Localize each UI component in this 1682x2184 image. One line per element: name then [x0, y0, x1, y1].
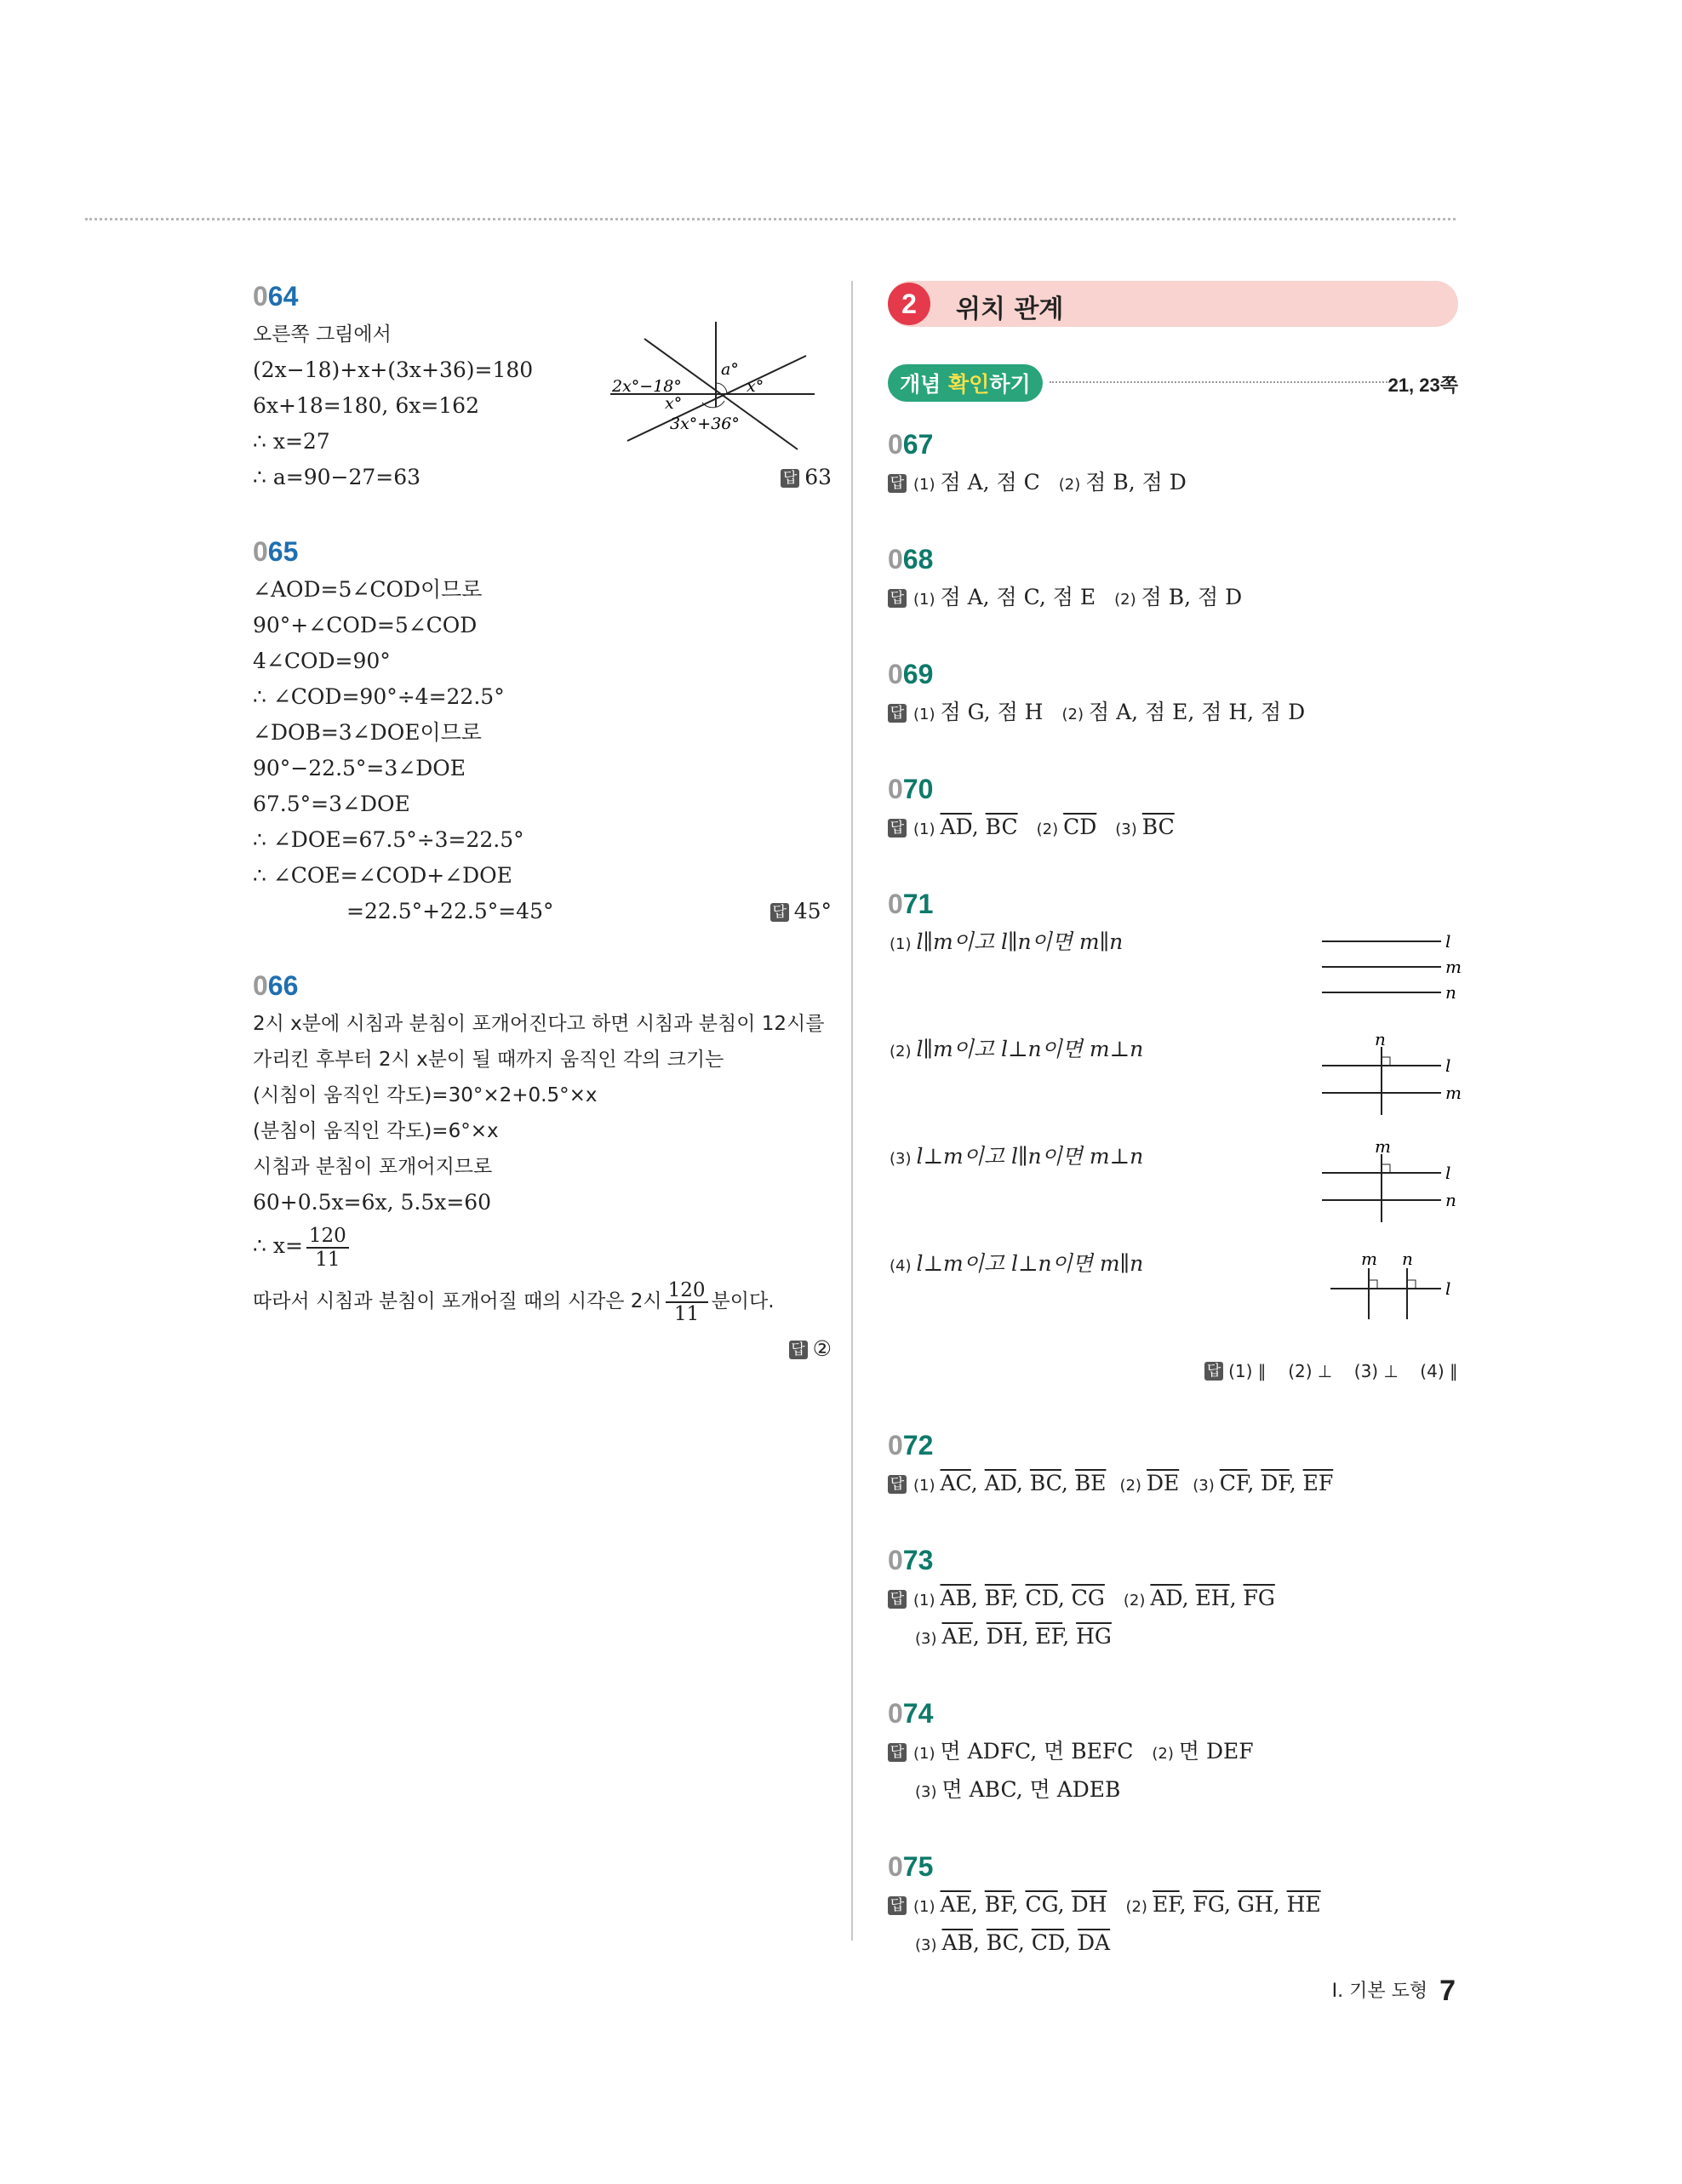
solution-text: ∴ x=: [253, 1233, 303, 1258]
answer-line: 답 (1) $\overline{AD}$, $\overline{BC}$ (2) $\overline{CD}$ (3) $\overline{BC}$: [888, 809, 1458, 848]
page-footer: [1332, 1975, 1456, 2008]
answer-badge: 답: [781, 469, 799, 488]
solution-line: [253, 1272, 832, 1331]
problem-068: [888, 542, 1458, 618]
svg-text:m: m: [1361, 1249, 1377, 1269]
problem-number: 069: [888, 659, 934, 689]
problem-number: 072: [888, 1430, 934, 1461]
problem-066: [253, 969, 832, 1367]
dotted-leader: [1050, 381, 1390, 383]
label-2x-18: 2x°−18°: [612, 377, 682, 396]
problem-number: 070: [888, 774, 934, 804]
problem-number: 065: [253, 536, 299, 567]
svg-text:n: n: [1402, 1249, 1413, 1269]
svg-text:n: n: [1445, 1190, 1456, 1210]
answer-badge: 답: [888, 589, 907, 608]
section-title: 위치 관계: [956, 294, 1064, 324]
solution-text: =22.5°+22.5°=45°: [346, 899, 554, 923]
answer-line: [253, 1331, 832, 1367]
parallel-lines-figure: [1322, 924, 1467, 1001]
answer-line: 답 (1) $\overline{AE}$, $\overline{BF}$, $\overline{CG}$, $\overline{DH}$ (2) $\overline{EF}$, $\overline{FG}$, $\overline{GH}$, $\overline{HE}$: [888, 1887, 1458, 1925]
two-perpendiculars-figure: [1322, 1246, 1467, 1331]
solution-line: ∠AOD=5∠COD이므로: [253, 577, 483, 602]
statement-row: [888, 1246, 1458, 1353]
problem-064: [253, 279, 832, 495]
answer-badge: 답: [888, 1590, 907, 1609]
answer-badge: 답: [888, 474, 907, 493]
answer-line: (3) $\overline{AE}$, $\overline{DH}$, $\overline{EF}$, $\overline{HG}$: [915, 1624, 1112, 1649]
solution-line: ∴ ∠COE=∠COD+∠DOE: [253, 863, 512, 888]
problem-075: [888, 1850, 1458, 1964]
answer-value: 45°: [793, 899, 832, 923]
answer-badge: 답: [789, 1341, 808, 1359]
label-x-left: x°: [665, 394, 683, 413]
answer-line: (3) $\overline{AB}$, $\overline{BC}$, $\overline{CD}$, $\overline{DA}$: [915, 1930, 1111, 1955]
answer-line: 답 (1) $\overline{AB}$, $\overline{BF}$, $\overline{CD}$, $\overline{CG}$ (2) $\overline{AD}$, $\overline{EH}$, $\overline{FG}$: [888, 1581, 1458, 1619]
problem-074: [888, 1696, 1458, 1810]
solution-line: 60+0.5x=6x, 5.5x=60: [253, 1190, 492, 1215]
answer-line: 답 (1) 점 A, 점 C (2) 점 B, 점 D: [888, 465, 1458, 503]
svg-text:l: l: [1445, 1278, 1451, 1299]
problem-065: [253, 535, 832, 929]
solution-line: 67.5°=3∠DOE: [253, 792, 410, 816]
solution-line: (시침이 움직인 각도)=30°×2+0.5°×x: [253, 1084, 598, 1106]
solution-line: 2시 x분에 시침과 분침이 포개어진다고 하면 시침과 분침이 12시를: [253, 1013, 825, 1035]
statement-row: [888, 924, 1462, 1032]
answer-line: [888, 1353, 1458, 1389]
solution-text: 따라서 시침과 분침이 포개어질 때의 시각은 2시: [253, 1290, 662, 1312]
solution-line: 시침과 분침이 포개어지므로: [253, 1156, 493, 1178]
problem-number: 074: [888, 1698, 934, 1729]
problem-069: [888, 657, 1458, 733]
svg-text:n: n: [1375, 1032, 1386, 1049]
statement-text: (3) l⊥m이고 l∥n이면 m⊥n: [890, 1144, 1144, 1169]
answer-line: [770, 894, 832, 929]
solution-line: ∠DOB=3∠DOE이므로: [253, 720, 482, 745]
solution-line: 가리킨 후부터 2시 x분이 될 때까지 움직인 각의 크기는: [253, 1049, 724, 1071]
answer-badge: 답: [888, 1896, 907, 1915]
label-a: a°: [721, 360, 739, 379]
solution-line: 90°−22.5°=3∠DOE: [253, 756, 466, 780]
problem-number: 067: [888, 429, 934, 460]
chapter-label: I. 기본 도형: [1331, 1981, 1428, 2002]
solution-line: 오른쪽 그림에서: [253, 323, 392, 346]
solution-line: (2x−18)+x+(3x+36)=180: [253, 357, 534, 382]
answer-value: ②: [812, 1336, 832, 1361]
section-header: [888, 281, 1458, 327]
perpendicular-figure: [1322, 1139, 1467, 1224]
statement-row: [888, 1139, 1458, 1246]
answer-badge: 답: [888, 1475, 907, 1494]
solution-line: ∴ x=27: [253, 429, 330, 454]
problem-number: 068: [888, 544, 934, 575]
answer-line: 답 (1) 점 G, 점 H (2) 점 A, 점 E, 점 H, 점 D: [888, 695, 1458, 733]
right-column: [888, 281, 1462, 2003]
svg-text:l: l: [1445, 1163, 1451, 1183]
answer-badge: 답: [770, 903, 789, 922]
problem-number: 064: [253, 281, 299, 312]
problem-070: [888, 772, 1458, 848]
statement-text: (2) l∥m이고 l⊥n이면 m⊥n: [890, 1037, 1144, 1061]
solution-line: 4∠COD=90°: [253, 649, 391, 673]
svg-text:m: m: [1375, 1139, 1391, 1157]
concept-check-badge: 개념 확인하기: [888, 364, 1043, 402]
statement-text: (4) l⊥m이고 l⊥n이면 m∥n: [890, 1251, 1144, 1276]
problem-072: [888, 1428, 1458, 1504]
answer-badge: 답: [1204, 1362, 1223, 1381]
statement-text: (1) l∥m이고 l∥n이면 m∥n: [890, 929, 1124, 954]
answer-badge: 답: [888, 704, 907, 723]
solution-line: 6x+18=180, 6x=162: [253, 393, 479, 418]
column-divider: [851, 281, 853, 1941]
answer-line: 답 (1) 면 ADFC, 면 BEFC (2) 면 DEF: [888, 1734, 1458, 1772]
answer-value: 63: [804, 465, 832, 489]
answer-line: (3) 면 ABC, 면 ADEB: [915, 1777, 1121, 1802]
answer-line: 답 (1) 점 A, 점 C, 점 E (2) 점 B, 점 D: [888, 580, 1458, 618]
label-x-right: x°: [747, 377, 764, 396]
page-number: 7: [1439, 1975, 1456, 2007]
section-number: 2: [888, 283, 930, 325]
top-dotted-divider: [85, 218, 1456, 220]
concept-pages: 21, 23쪽: [1387, 374, 1458, 396]
problem-071: [888, 887, 1462, 1389]
solution-line: [253, 1221, 832, 1272]
solution-line: ∴ ∠COD=90°÷4=22.5°: [253, 684, 505, 709]
answer-badge: 답: [888, 819, 907, 838]
problem-number: 066: [253, 970, 299, 1001]
answer-line: 답 (1) $\overline{AC}$, $\overline{AD}$, $\overline{BC}$, $\overline{BE}$ (2) $\overline{DE}$ (3) $\overline{CF}$, $\overline{DF}$, $\overline{EF}$: [888, 1466, 1458, 1504]
svg-text:m: m: [1445, 957, 1462, 977]
problem-number: 073: [888, 1545, 934, 1575]
svg-text:l: l: [1445, 931, 1451, 952]
concept-check-bar: [888, 361, 1458, 403]
solution-text: 분이다.: [711, 1290, 775, 1312]
svg-text:m: m: [1445, 1083, 1462, 1103]
fraction: $\frac{120}{11}$: [666, 1279, 708, 1325]
svg-text:l: l: [1445, 1055, 1451, 1076]
solution-line: 90°+∠COD=5∠COD: [253, 613, 478, 637]
answer-value: (1) ∥ (2) ⊥ (3) ⊥ (4) ∥: [1228, 1361, 1458, 1381]
answer-badge: 답: [888, 1743, 907, 1762]
perpendicular-figure: [1322, 1032, 1467, 1117]
problem-067: [888, 427, 1458, 503]
angle-figure: [610, 322, 832, 466]
solution-line: [253, 894, 832, 929]
svg-text:n: n: [1445, 982, 1456, 1001]
statement-row: [888, 1032, 1462, 1139]
fraction: $\frac{120}{11}$: [306, 1225, 349, 1271]
solution-line: ∴ a=90−27=63: [253, 465, 421, 489]
problem-number: 071: [888, 889, 934, 919]
problem-number: 075: [888, 1851, 934, 1882]
solution-line: ∴ ∠DOE=67.5°÷3=22.5°: [253, 827, 524, 852]
problem-073: [888, 1543, 1458, 1657]
solution-line: (분침이 움직인 각도)=6°×x: [253, 1120, 499, 1142]
left-column: [253, 279, 832, 1406]
label-3x-36: 3x°+36°: [670, 415, 740, 433]
